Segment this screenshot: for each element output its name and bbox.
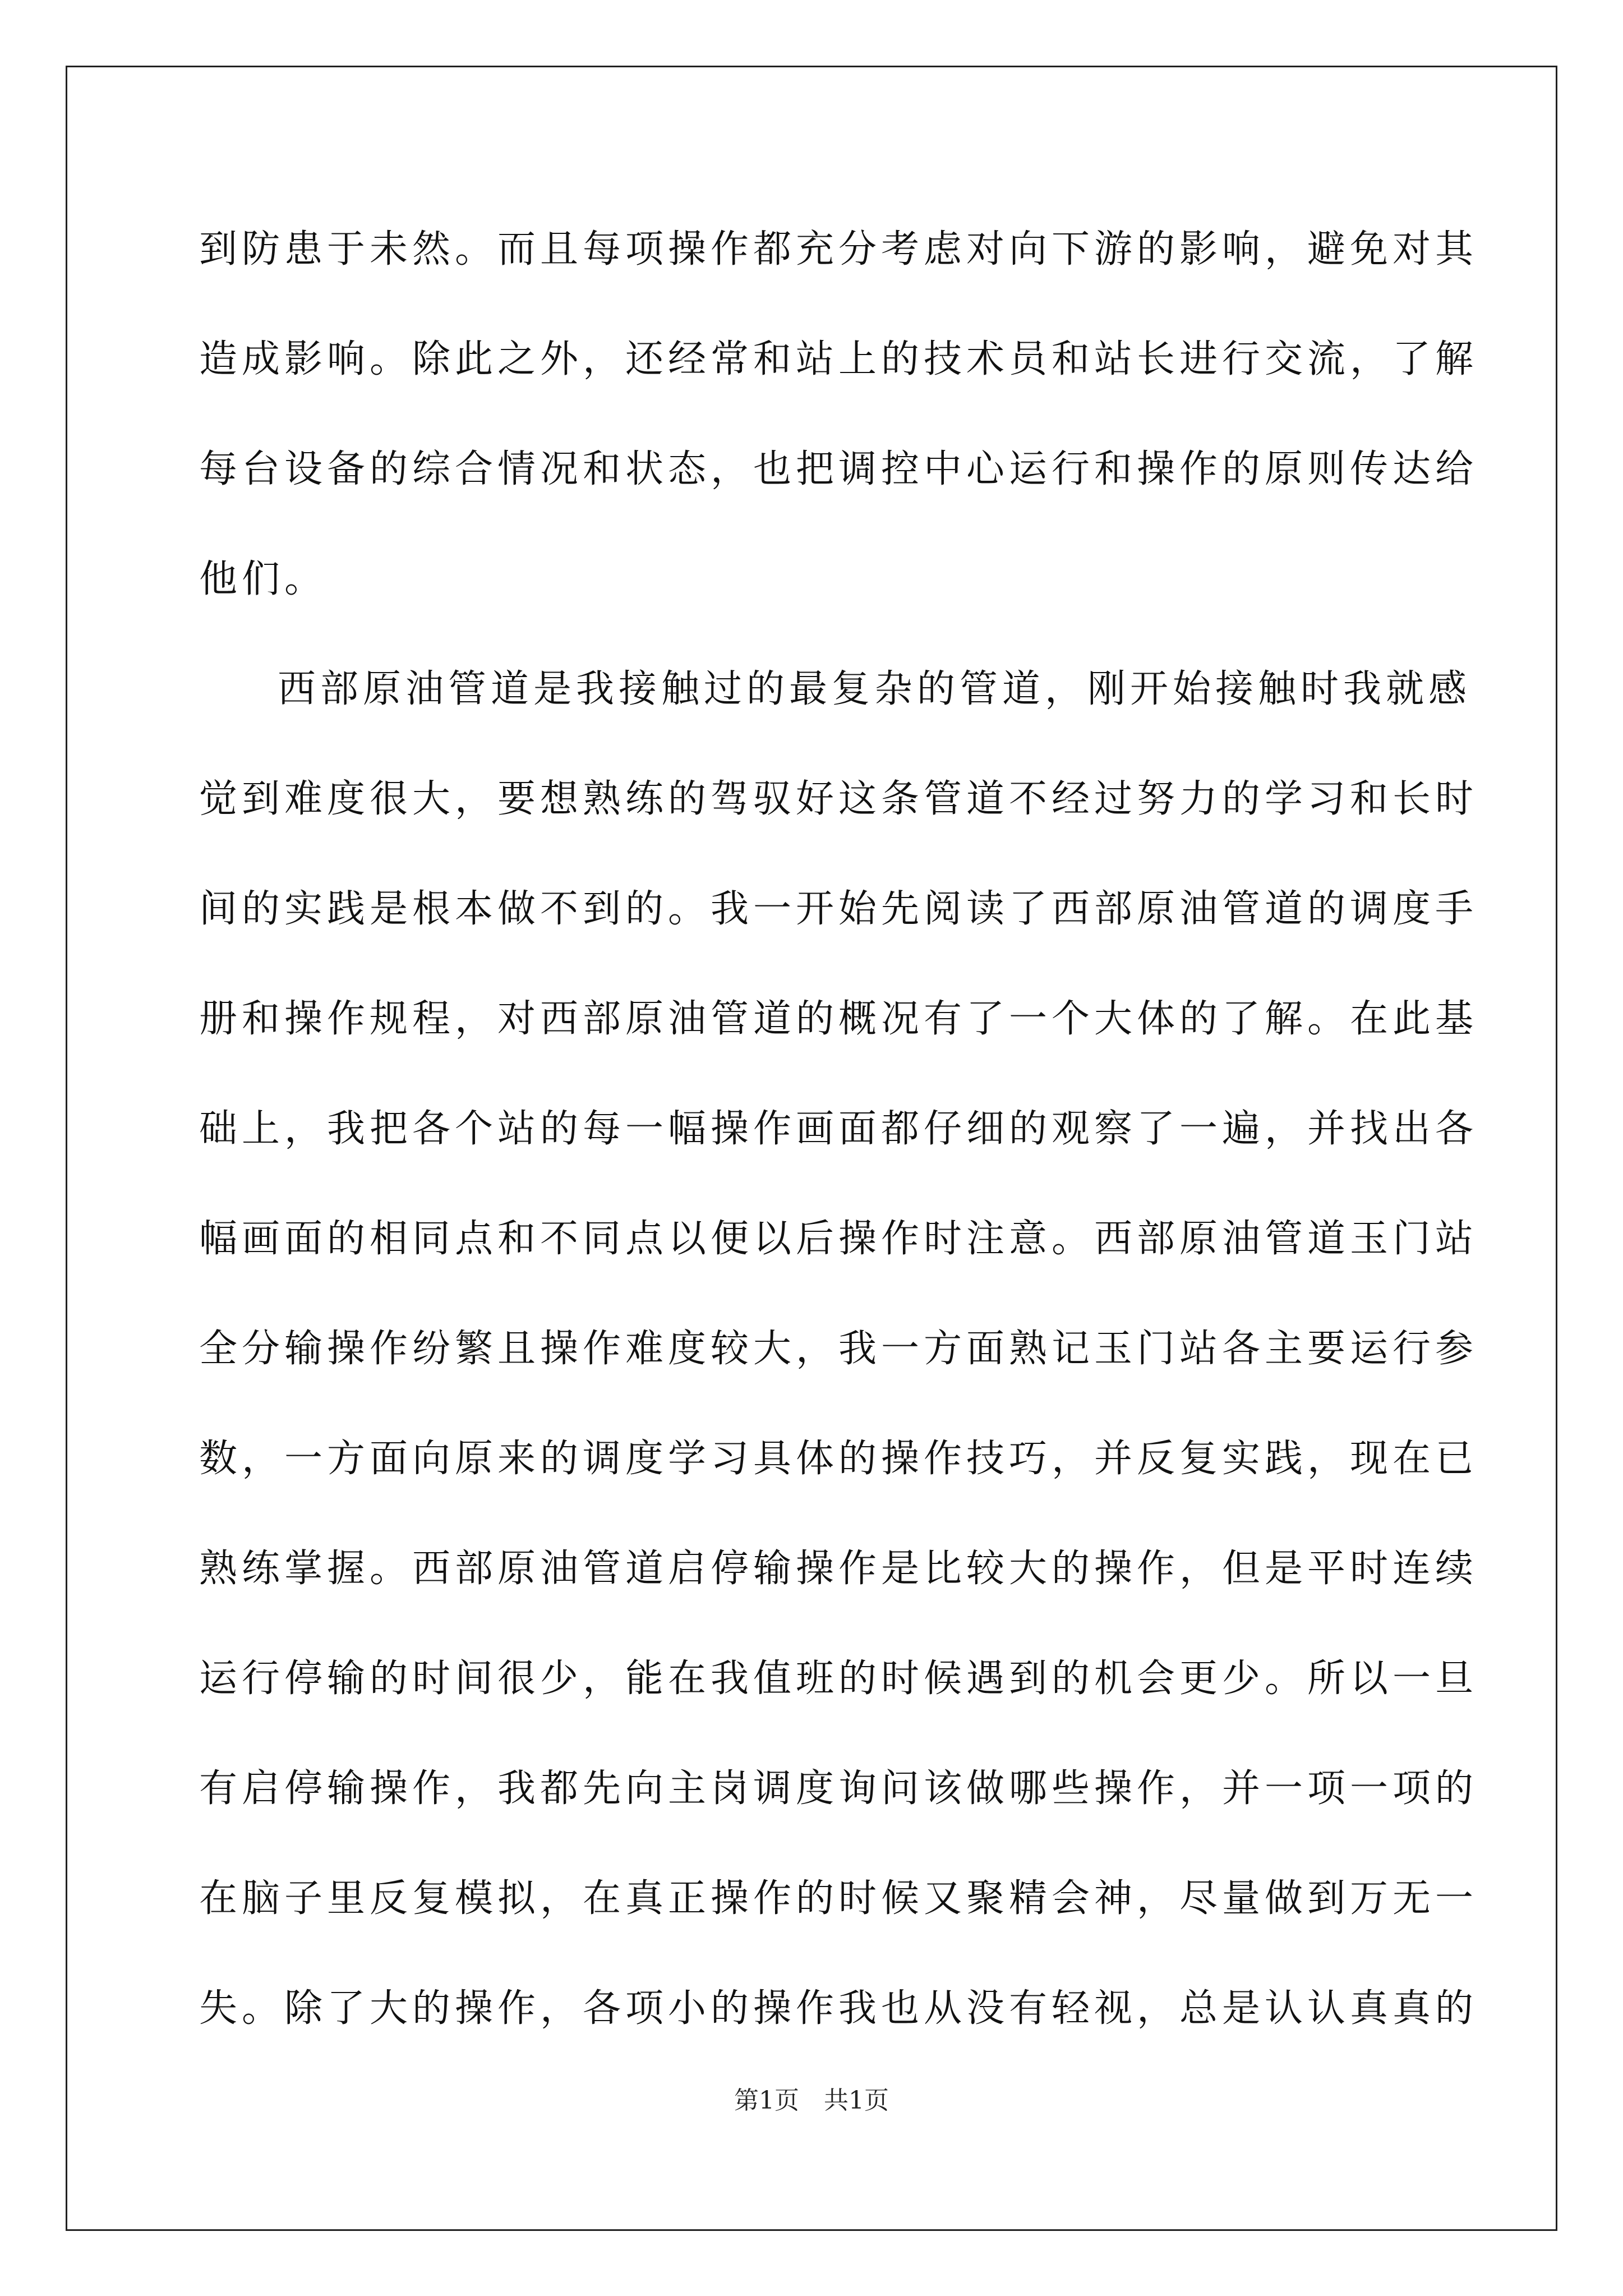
text-line: 在脑子里反复模拟，在真正操作的时候又聚精会神，尽量做到万无一 [199,1876,1478,1921]
page-footer: 第1页 共1页 [734,2086,889,2115]
text-line: 熟练掌握。西部原油管道启停输操作是比较大的操作，但是平时连续 [199,1547,1478,1591]
text-line: 运行停输的时间很少，能在我值班的时候遇到的机会更少。所以一旦 [199,1657,1478,1701]
paragraph-first-line: 西部原油管道是我接触过的最复杂的管道，刚开始接触时我就感 [278,667,1472,711]
text-line: 造成影响。除此之外，还经常和站上的技术员和站长进行交流，了解 [199,337,1478,381]
text-line: 觉到难度很大，要想熟练的驾驭好这条管道不经过努力的学习和长时 [199,777,1478,821]
text-line: 到防患于未然。而且每项操作都充分考虑对向下游的影响，避免对其 [199,227,1478,272]
text-line: 有启停输操作，我都先向主岗调度询问该做哪些操作，并一项一项的 [199,1766,1478,1811]
text-line: 每台设备的综合情况和状态，也把调控中心运行和操作的原则传达给 [199,447,1478,491]
text-line: 他们。 [199,557,328,601]
text-line: 失。除了大的操作，各项小的操作我也从没有轻视，总是认认真真的 [199,1986,1478,2031]
text-line: 础上，我把各个站的每一幅操作画面都仔细的观察了一遍，并找出各 [199,1107,1478,1151]
text-line: 间的实践是根本做不到的。我一开始先阅读了西部原油管道的调度手 [199,887,1478,931]
text-line: 数，一方面向原来的调度学习具体的操作技巧，并反复实践，现在已 [199,1437,1478,1481]
text-line: 册和操作规程，对西部原油管道的概况有了一个大体的了解。在此基 [199,997,1478,1041]
text-line: 幅画面的相同点和不同点以便以后操作时注意。西部原油管道玉门站 [199,1217,1478,1261]
text-line: 全分输操作纷繁且操作难度较大，我一方面熟记玉门站各主要运行参 [199,1327,1478,1371]
